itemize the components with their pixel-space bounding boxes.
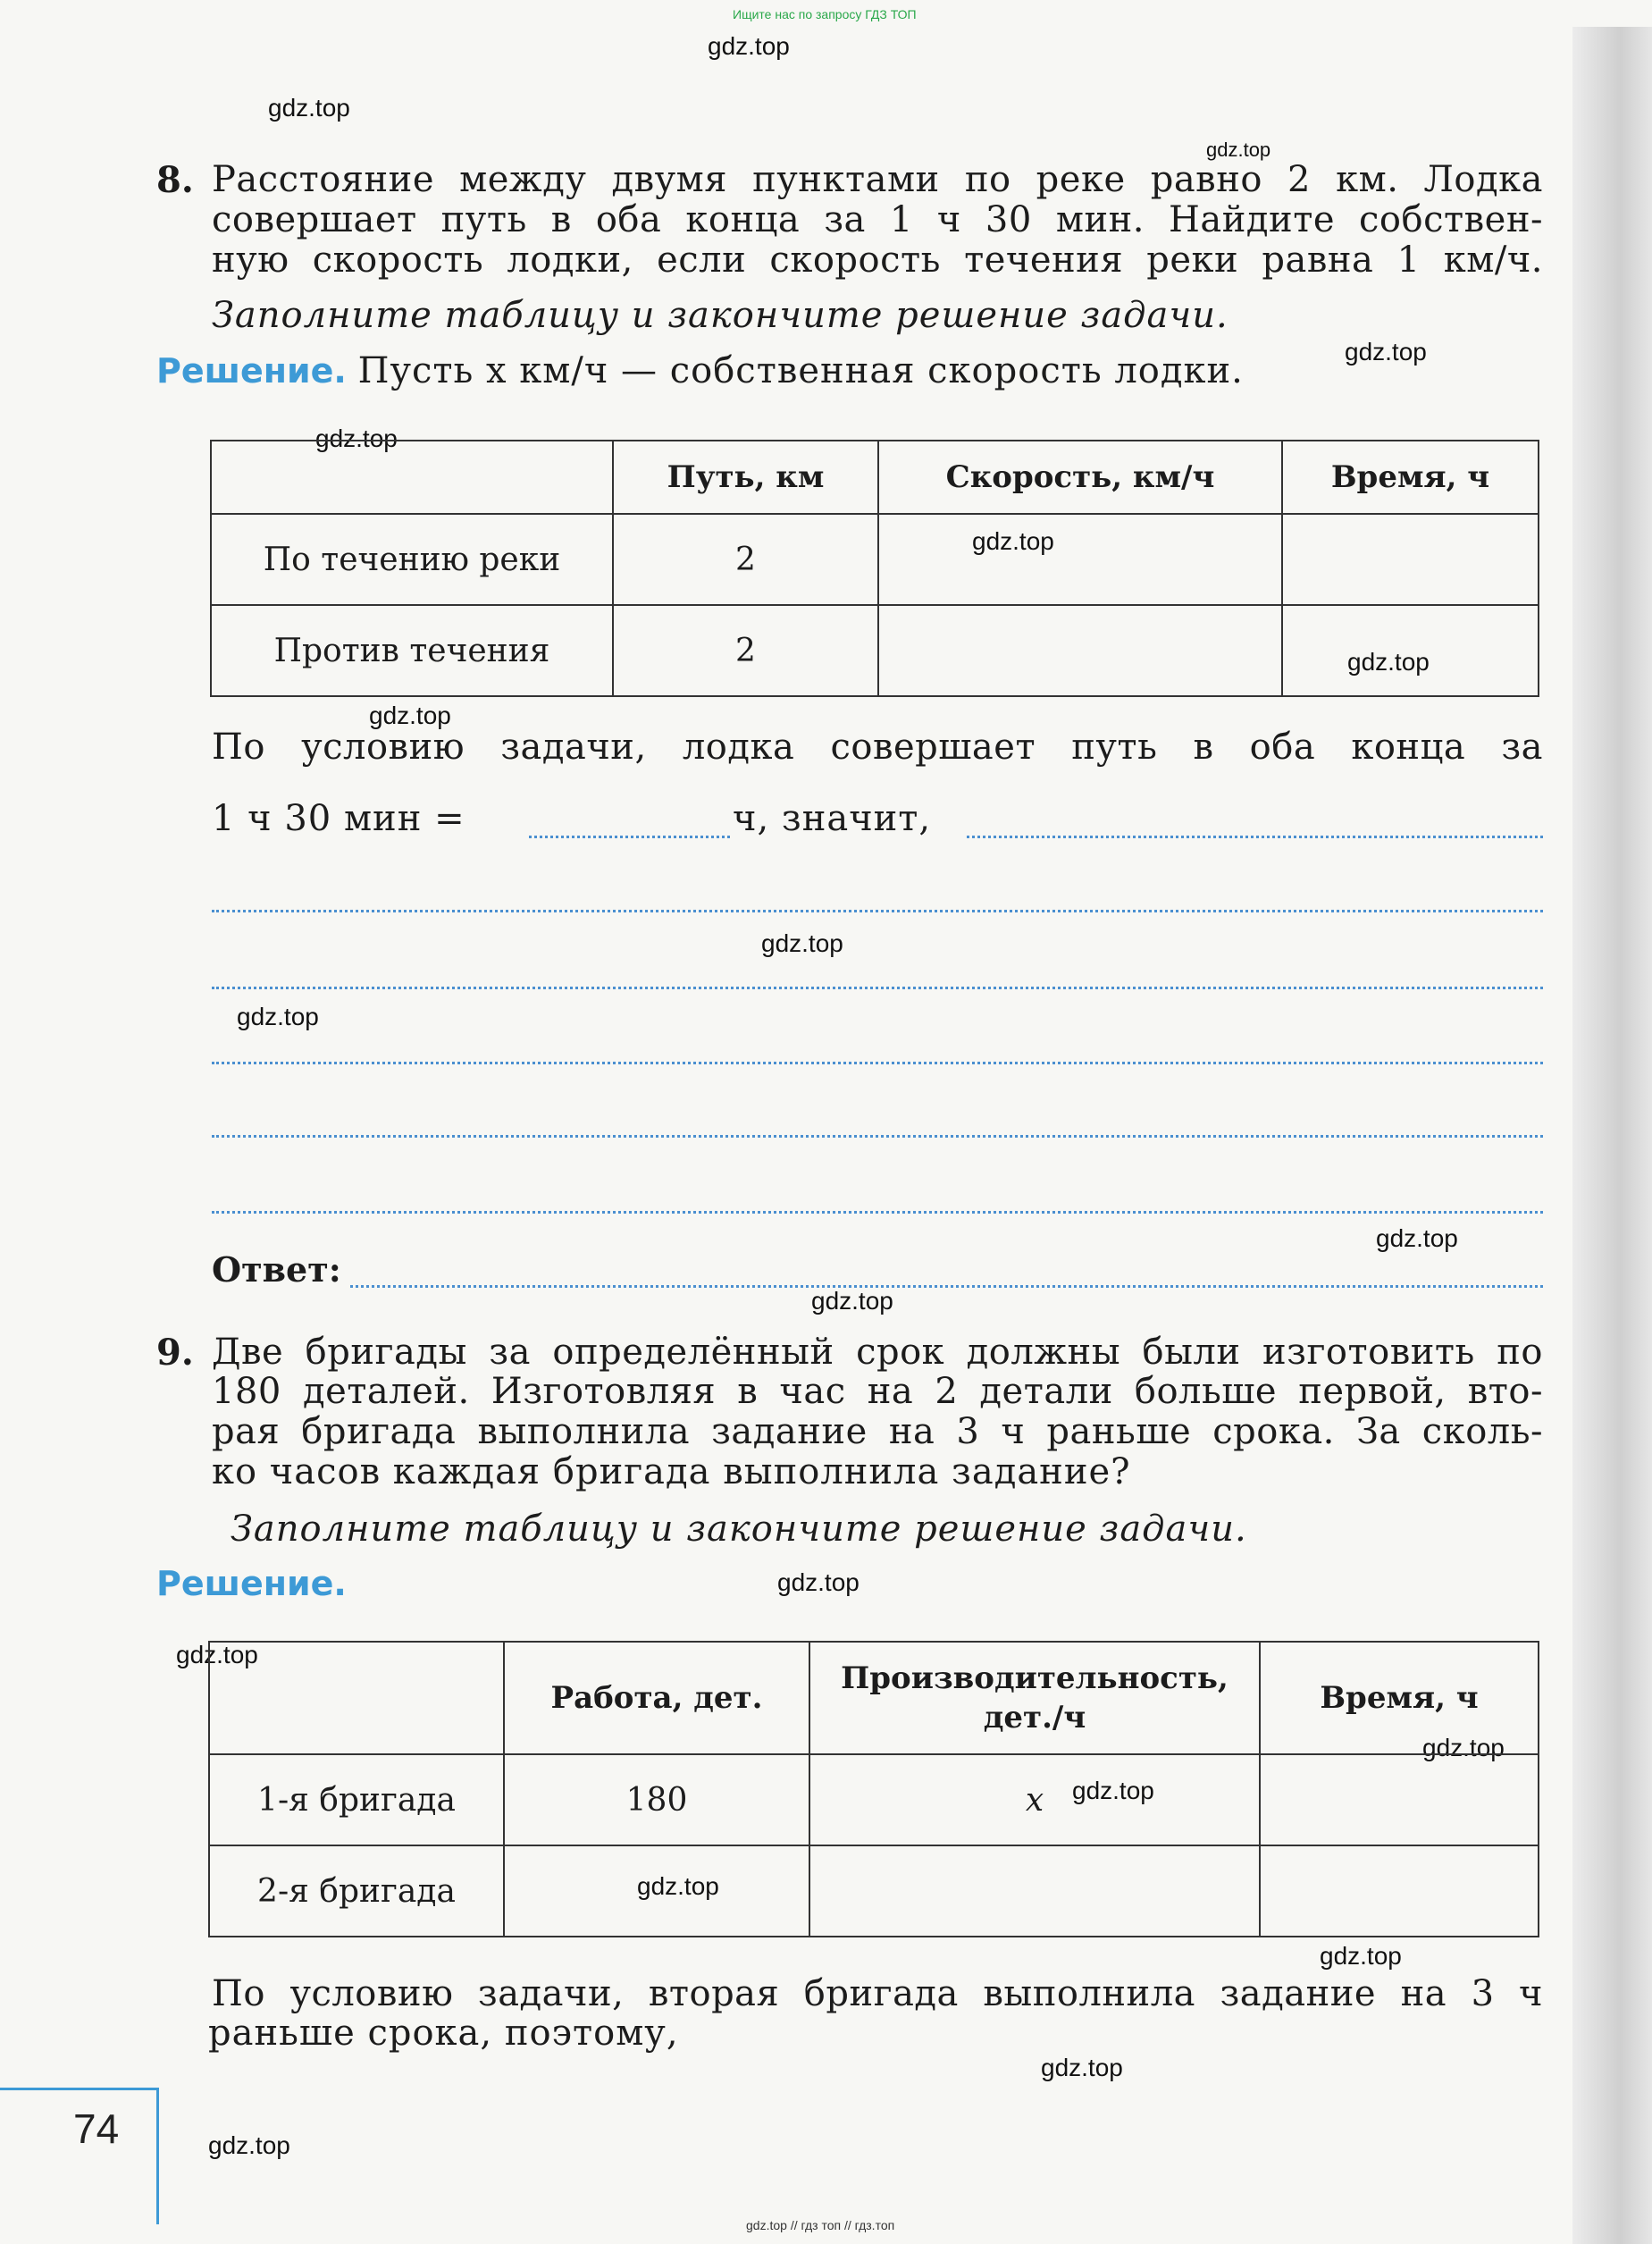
table-header-cell: Производительность, дет./ч (809, 1642, 1260, 1754)
table-header-cell (209, 1642, 504, 1754)
watermark: gdz.top (1072, 1777, 1154, 1804)
task-9-text-line: ко часов каждая бригада выполнила задание? (212, 1451, 1131, 1492)
watermark: gdz.top (176, 1641, 258, 1668)
task-9-table (208, 1641, 1539, 1937)
table-header-cell (211, 441, 613, 514)
watermark: gdz.top (1345, 338, 1427, 366)
table-cell-input[interactable] (878, 605, 1282, 696)
task-9-text-line: Две бригады за определённый срок должны были изготовить по (212, 1332, 1543, 1373)
watermark: gdz.top (761, 929, 843, 957)
answer-blank[interactable] (529, 836, 730, 838)
table-cell: По течению реки (211, 514, 613, 605)
table-cell-input[interactable] (1282, 514, 1539, 605)
table-cell-input[interactable] (1282, 605, 1539, 696)
task-9-number: 9. (156, 1332, 194, 1374)
task-8-solution-text: Пусть x км/ч — собственная скорость лодки. (357, 350, 1244, 391)
task-8-condition: По условию задачи, лодка совершает путь в оба конца за (212, 727, 1543, 768)
top-note: Ищите нас по запросу ГДЗ ТОП (733, 7, 917, 21)
task-8-text-line: ную скорость лодки, если скорость течения реки равна 1 км/ч. (212, 240, 1543, 281)
watermark: gdz.top (777, 1568, 860, 1596)
watermark: gdz.top (237, 1003, 319, 1030)
table-cell: 1-я бригада (209, 1754, 504, 1845)
watermark: gdz.top (1206, 139, 1271, 161)
table-header-cell: Скорость, км/ч (878, 441, 1282, 514)
answer-line[interactable] (212, 910, 1543, 912)
task-8-condition-then: ч, значит, (733, 798, 932, 839)
watermark: gdz.top (1041, 2054, 1123, 2081)
table-cell-input[interactable] (1260, 1754, 1539, 1845)
task-9-condition: По условию задачи, вторая бригада выполнила задание на 3 ч (212, 1973, 1543, 2014)
watermark: gdz.top (637, 1872, 719, 1900)
page-number: 74 (73, 2105, 120, 2152)
task-8-text-line: Расстояние между двумя пунктами по реке равно 2 км. Лодка (212, 159, 1543, 200)
watermark: gdz.top (268, 94, 350, 122)
table-header-cell: Время, ч (1282, 441, 1539, 514)
table-header-cell: Время, ч (1260, 1642, 1539, 1754)
task-9-instruction: Заполните таблицу и закончите решение задачи. (231, 1509, 1247, 1550)
watermark: gdz.top (708, 32, 790, 60)
bottom-note: gdz.top // гдз топ // гдз.топ (746, 2218, 895, 2232)
answer-line[interactable] (212, 1211, 1543, 1214)
task-8-answer-label: Ответ: (212, 1249, 341, 1290)
task-8-text-line: совершает путь в оба конца за 1 ч 30 мин. Найдите собствен- (212, 199, 1543, 240)
watermark: gdz.top (972, 527, 1054, 555)
table-cell-input[interactable] (504, 1845, 809, 1937)
answer-blank[interactable] (967, 836, 1543, 838)
watermark: gdz.top (315, 424, 398, 452)
table-cell: 2 (613, 514, 878, 605)
answer-line[interactable] (350, 1285, 1543, 1288)
watermark: gdz.top (1347, 648, 1430, 676)
table-cell: 2 (613, 605, 878, 696)
table-header-cell: Путь, км (613, 441, 878, 514)
table-cell: 180 (504, 1754, 809, 1845)
answer-line[interactable] (212, 1062, 1543, 1064)
task-8-condition-time: 1 ч 30 мин = (212, 798, 465, 839)
watermark: gdz.top (811, 1287, 893, 1315)
task-9-text-line: 180 деталей. Изготовляя в час на 2 детали больше первой, вто- (212, 1371, 1543, 1412)
task-8-table (210, 440, 1539, 697)
task-9-condition: раньше срока, поэтому, (208, 2013, 679, 2054)
answer-line[interactable] (212, 987, 1543, 989)
watermark: gdz.top (1422, 1734, 1505, 1761)
watermark: gdz.top (369, 702, 451, 729)
watermark: gdz.top (1376, 1224, 1458, 1252)
table-cell-input[interactable] (809, 1845, 1260, 1937)
table-cell-input[interactable] (1260, 1845, 1539, 1937)
table-cell: Против течения (211, 605, 613, 696)
table-cell: 2-я бригада (209, 1845, 504, 1937)
task-8-solution-label: Решение. (156, 351, 347, 391)
answer-line[interactable] (212, 1135, 1543, 1138)
task-8-number: 8. (156, 159, 194, 201)
page-edge (1572, 27, 1652, 2244)
table-cell: x (809, 1754, 1260, 1845)
table-cell-input[interactable] (878, 514, 1282, 605)
table-header-cell: Работа, дет. (504, 1642, 809, 1754)
watermark: gdz.top (1320, 1942, 1402, 1970)
task-9-text-line: рая бригада выполнила задание на 3 ч раньше срока. За сколь- (212, 1411, 1543, 1452)
watermark: gdz.top (208, 2131, 290, 2159)
task-8-instruction: Заполните таблицу и закончите решение задачи. (212, 295, 1229, 336)
task-9-solution-label: Решение. (156, 1564, 347, 1603)
